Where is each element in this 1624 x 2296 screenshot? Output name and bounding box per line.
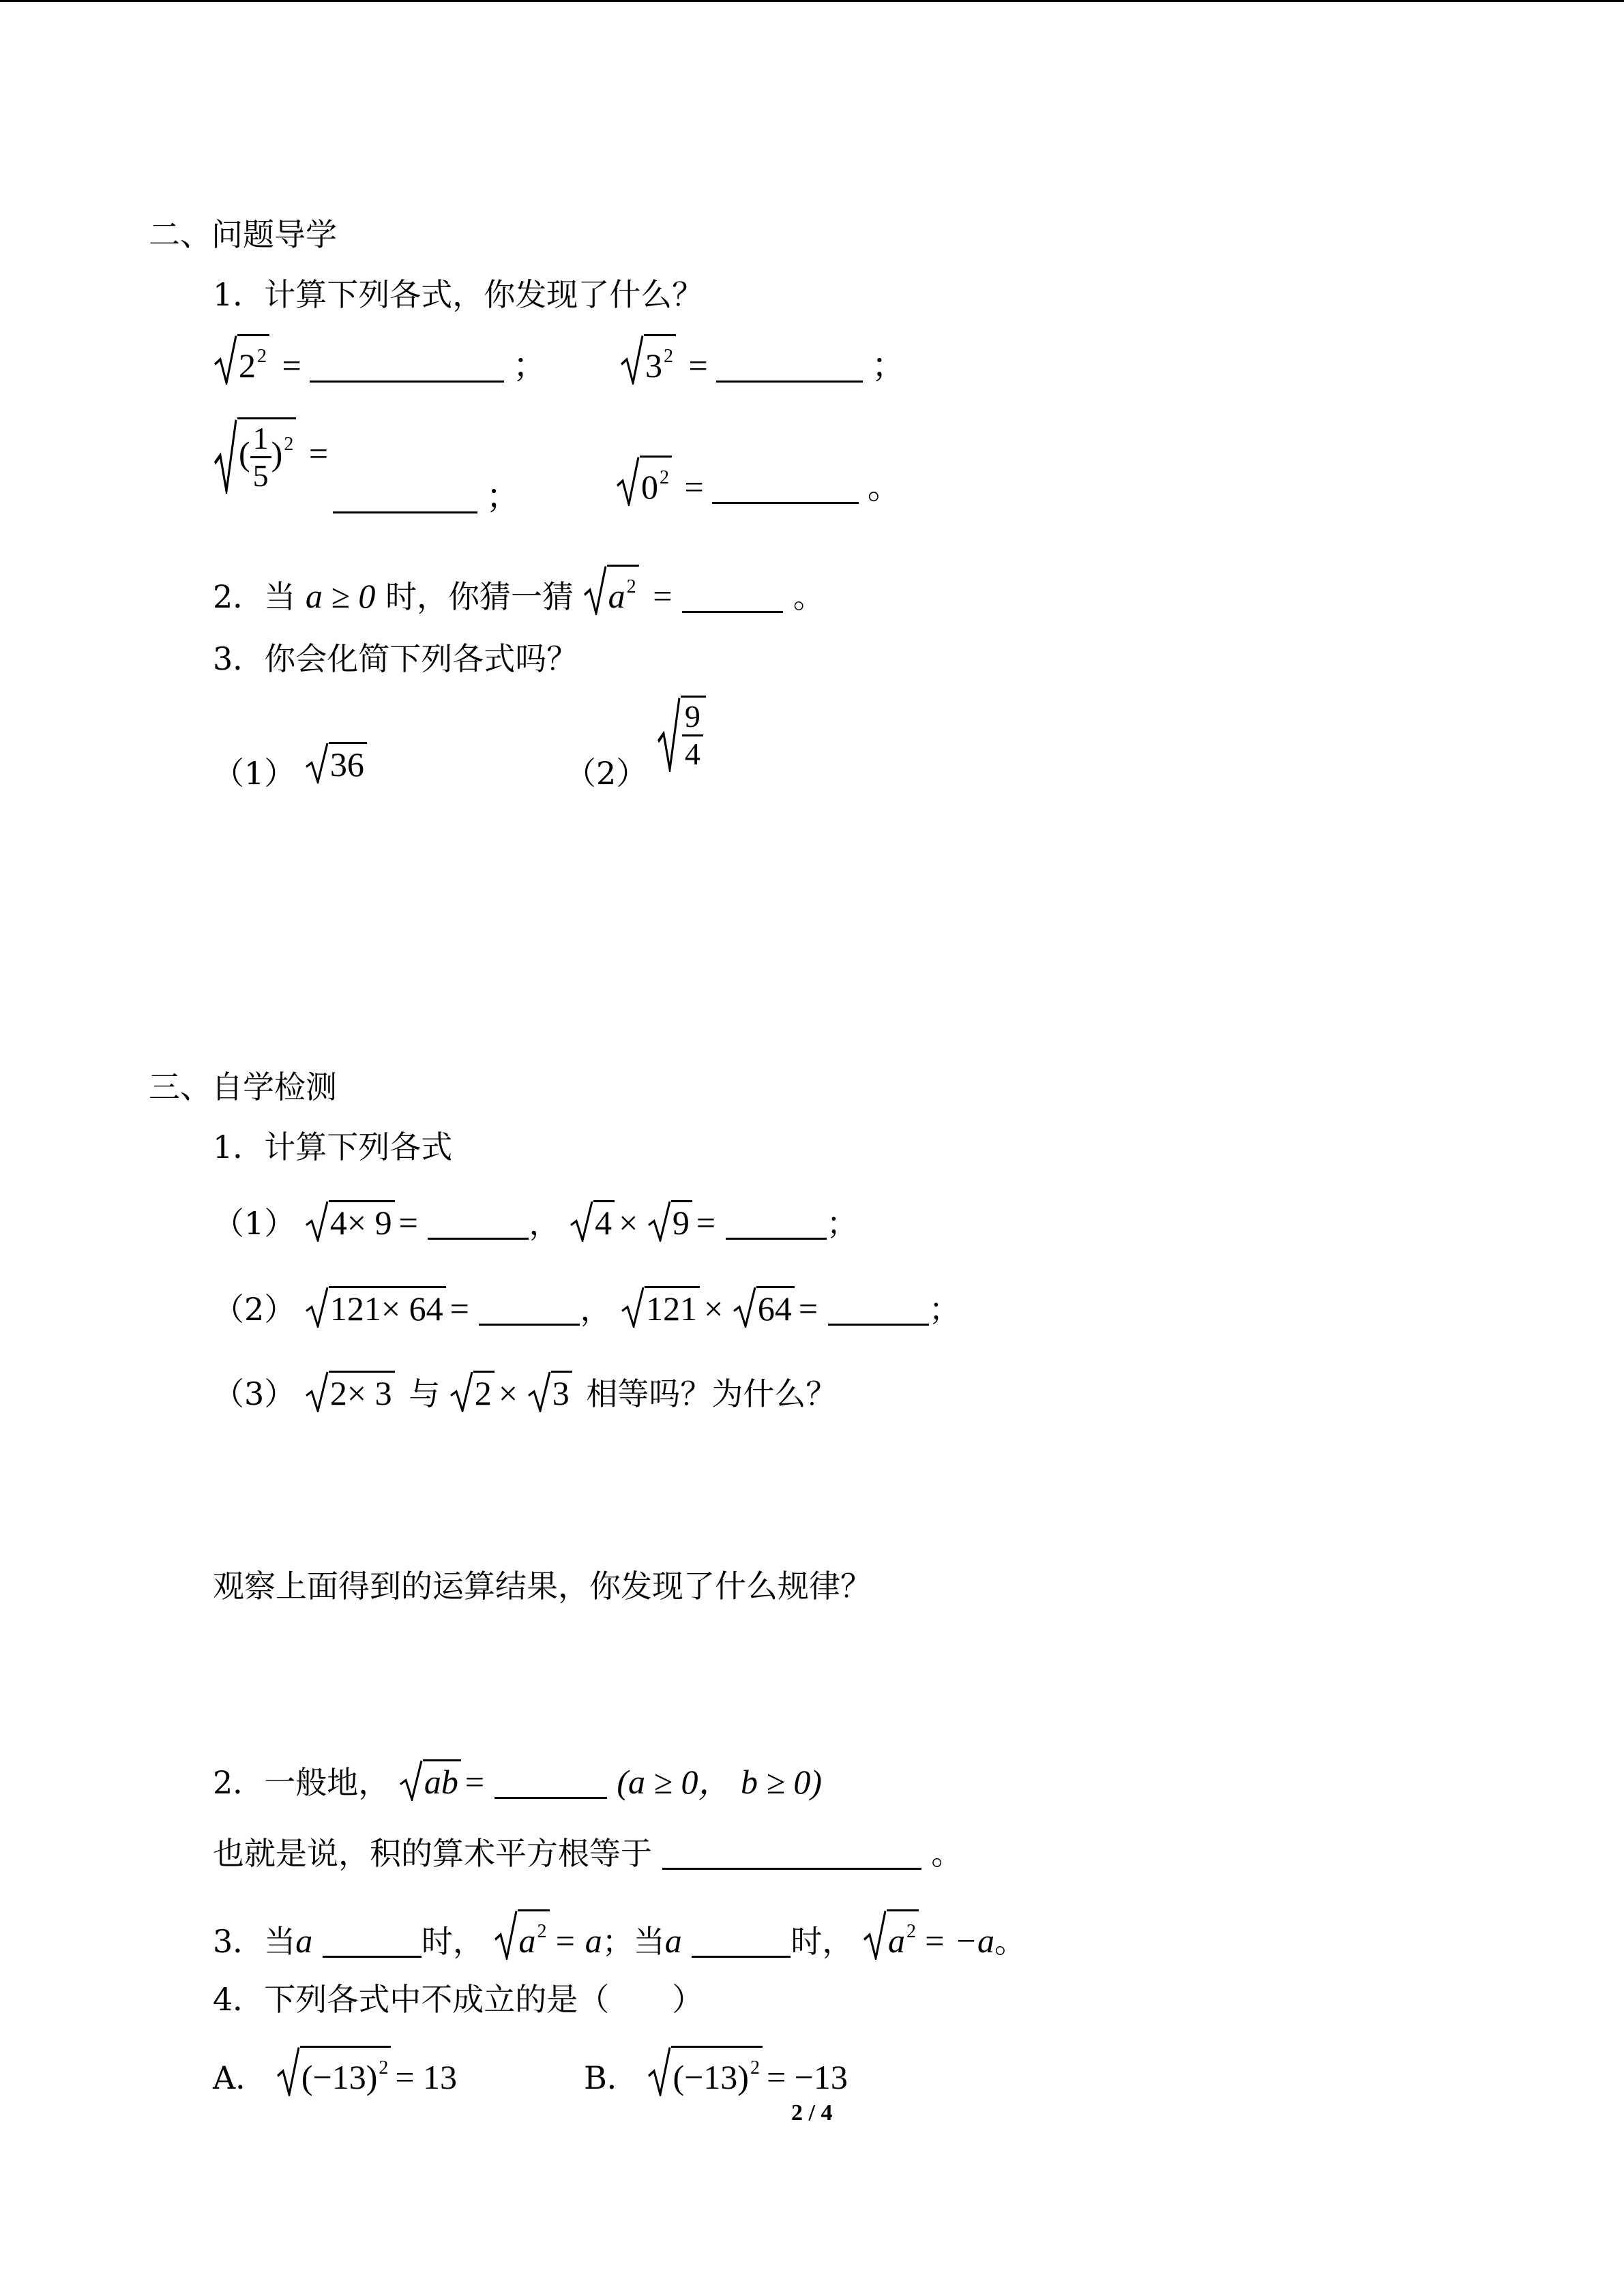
section3-q3: 3．当a 时， $a^2 = a$；当a 时， $a^2 = -a$。: [213, 1909, 1026, 1960]
option-a[interactable]: A． $(-13)^2 = 13$: [213, 2046, 457, 2097]
sqrt-9-over-4: $\frac{9}{4}$: [658, 696, 706, 772]
sqrt-2-squared: $2^2$: [214, 334, 269, 385]
answer-blank[interactable]: [323, 1956, 422, 1958]
sqrt-3: 3: [528, 1371, 572, 1412]
section3-heading: 三、自学检测: [149, 1069, 337, 1105]
page-number: 2 / 4: [791, 2100, 833, 2126]
sqrt-4x9: 4× 9: [306, 1200, 395, 1242]
sqrt-neg13-squared: $(-13)^2$: [277, 2046, 392, 2096]
sqrt-121x64: 121× 64: [306, 1286, 446, 1328]
sqrt-a-squared: $a^2$: [584, 565, 639, 615]
sqrt-9: 9: [648, 1200, 692, 1242]
option-b[interactable]: B． $(-13)^2 = -13$: [584, 2046, 848, 2097]
section2-q1-a: $2^2$ = ；: [214, 334, 547, 385]
section2-q1-text: 1．计算下列各式，你发现了什么？: [213, 276, 704, 313]
answer-blank[interactable]: [310, 381, 504, 383]
section2-heading: 二、问题导学: [149, 216, 337, 253]
answer-blank[interactable]: [494, 1797, 607, 1799]
answer-blank[interactable]: [712, 502, 859, 504]
section3-part2: （2） 121× 64 = ， 121 × 64 = ；: [213, 1286, 960, 1328]
sqrt-a-squared: $a^2$: [494, 1909, 550, 1960]
sqrt-64: 64: [733, 1286, 795, 1328]
answer-blank[interactable]: [662, 1868, 921, 1870]
answer-blank[interactable]: [726, 1238, 827, 1240]
answer-blank[interactable]: [682, 611, 783, 613]
answer-blank[interactable]: [692, 1956, 791, 1958]
section3-q2: 2．一般地， ab = (a ≥ 0， b ≥ 0): [213, 1759, 822, 1802]
section3-q4-text: 4．下列各式中不成立的是（ ）: [213, 1981, 704, 2018]
sqrt-neg13-squared-b: $(-13)^2$: [648, 2046, 763, 2096]
sqrt-ab: ab: [400, 1759, 461, 1801]
sqrt-36: 36: [306, 742, 367, 784]
answer-blank[interactable]: [828, 1324, 929, 1326]
section3-part1: （1） 4× 9 = ， 4 × 9 = ；: [213, 1200, 858, 1242]
section3-observe: 观察上面得到的运算结果，你发现了什么规律？: [213, 1568, 872, 1605]
sqrt-3-squared: $3^2$: [621, 334, 676, 385]
section2-q1-d: $0^2$ = 。: [617, 456, 902, 506]
sqrt-0-squared: $0^2$: [617, 456, 672, 506]
sqrt-a-squared-2: $a^2$: [863, 1909, 919, 1960]
section2-q1-b: $3^2$ = ；: [621, 334, 906, 385]
answer-blank[interactable]: [716, 381, 863, 383]
answer-blank[interactable]: [333, 511, 477, 513]
sqrt-2: 2: [450, 1371, 494, 1412]
section3-part3: （3） 2× 3 与 2 × 3 相等吗？为什么？: [213, 1371, 837, 1413]
section3-q1-text: 1．计算下列各式: [213, 1129, 453, 1165]
sqrt-fraction-squared: ( $\frac{1}{5}$ )$^2$: [214, 417, 296, 494]
sqrt-121: 121: [621, 1286, 700, 1328]
sqrt-2x3: 2× 3: [306, 1371, 395, 1412]
top-border-line: [0, 0, 1624, 2]
section2-q1-c-answer: ；: [333, 477, 520, 516]
section2-q3-text: 3．你会化简下列各式吗？: [213, 640, 578, 677]
section2-q3-2: （2） $\frac{9}{4}$: [565, 696, 710, 772]
section2-q3-1: （1） 36: [213, 750, 371, 792]
section2-q2: 2．当 a ≥ 0 时，你猜一猜 $a^2$ = 。: [213, 565, 825, 616]
section2-q1-c: ( $\frac{1}{5}$ )$^2$ =: [214, 417, 328, 494]
sqrt-4: 4: [570, 1200, 615, 1242]
answer-blank[interactable]: [428, 1238, 529, 1240]
answer-blank[interactable]: [479, 1324, 580, 1326]
section3-q2-line2: 也就是说，积的算术平方根等于 。: [213, 1835, 963, 1872]
